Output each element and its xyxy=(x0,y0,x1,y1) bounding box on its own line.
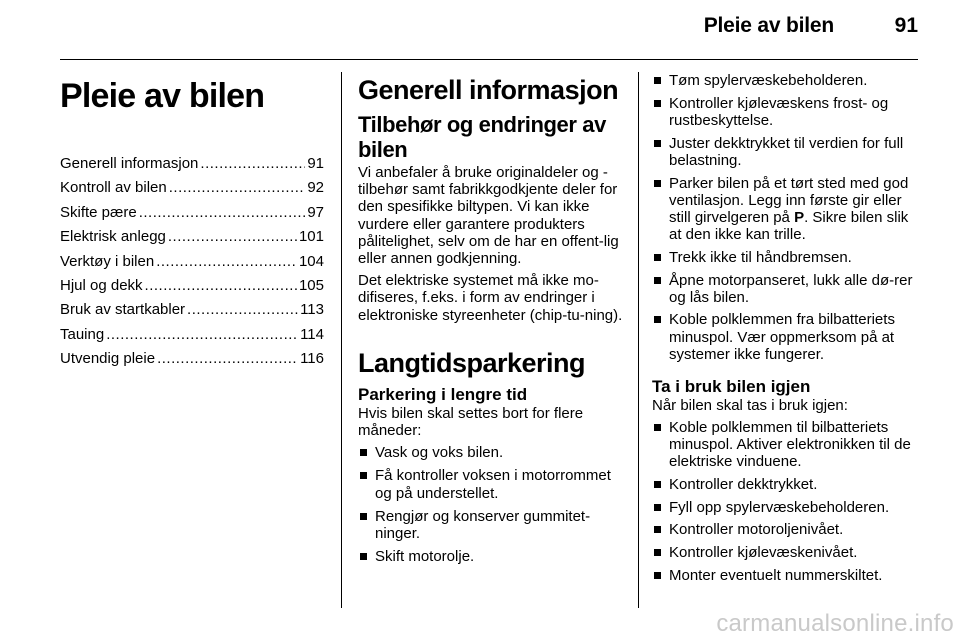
list-item-text: Kontroller kjølevæskenivået. xyxy=(669,543,858,561)
toc-entry[interactable] xyxy=(60,250,324,274)
toc-leader xyxy=(200,152,305,176)
list-item xyxy=(652,499,922,516)
list-item xyxy=(652,72,922,89)
toc-page: 97 xyxy=(307,203,324,221)
subsection-heading-parkering: Parkering i lengre tid xyxy=(358,384,528,404)
bullet-icon xyxy=(654,100,661,107)
bullet-icon xyxy=(654,549,661,556)
bullet-icon xyxy=(654,277,661,284)
list-item-text: Koble polklemmen til bilbatteriets minuspol. Aktiver elektronikken til de elektriske vinduene. xyxy=(669,418,911,471)
toc-label: Utvendig pleie xyxy=(60,350,156,368)
bullet-icon xyxy=(654,140,661,147)
list-item-text: Monter eventuelt nummerskiltet. xyxy=(669,566,883,584)
toc-label: Hjul og dekk xyxy=(60,276,143,294)
gear-position-p: P xyxy=(794,208,805,226)
list-item-text: Koble polklemmen fra bilbatteriets minuspol. Vær oppmerksom på at systemer ikke fungerer. xyxy=(669,311,895,363)
list-item-text-park-before: Parker bilen på et tørt sted med god ventilasjon. Legg inn første gir eller still girvelgeren på xyxy=(669,174,909,226)
list-item-text: Fyll opp spylervæskebeholderen. xyxy=(669,498,890,516)
paragraph-igjen-intro: Når bilen skal tas i bruk igjen: xyxy=(652,396,848,414)
bullet-icon xyxy=(360,472,367,479)
list-item-text: Åpne motorpanseret, lukk alle dø-rer og lås bilen. xyxy=(669,271,913,306)
toc-label: Generell informasjon xyxy=(60,155,199,172)
toc-leader xyxy=(168,225,297,249)
chapter-title: Pleie av bilen xyxy=(60,77,265,115)
list-item-text: Tøm spylervæskebeholderen. xyxy=(669,72,868,89)
toc-label: Bruk av startkabler xyxy=(60,301,186,319)
list-item xyxy=(652,135,922,169)
toc-label: Kontroll av bilen xyxy=(60,179,167,197)
subsection-heading-ta-i-bruk: Ta i bruk bilen igjen xyxy=(652,376,811,396)
toc-entry[interactable] xyxy=(60,347,324,371)
bullet-icon xyxy=(654,316,661,323)
chapter-column xyxy=(60,72,324,372)
page-number: 91 xyxy=(894,14,918,37)
middle-column xyxy=(358,72,624,571)
toc-label: Verktøy i bilen xyxy=(60,252,155,270)
bullet-icon xyxy=(360,513,367,520)
toc-page: 91 xyxy=(307,155,324,172)
toc-page: 113 xyxy=(300,301,324,319)
list-item xyxy=(652,175,922,244)
list-item-text-park-after: . Sikre bilen slik at den ikke kan trille. xyxy=(669,208,909,244)
toc-page: 104 xyxy=(298,252,324,270)
toc-leader xyxy=(169,176,306,200)
toc-entry[interactable] xyxy=(60,323,324,347)
bullet-icon xyxy=(654,504,661,511)
paragraph-intro: Hvis bilen skal settes bort for flere måneder: xyxy=(358,404,584,440)
bullet-icon xyxy=(654,526,661,533)
list-item xyxy=(652,419,922,471)
list-item-text: Rengjør og konserver gummitet-ninger. xyxy=(375,507,591,543)
list-item xyxy=(358,467,624,501)
list-item xyxy=(652,476,922,493)
paragraph-accessories: Vi anbefaler å bruke originaldeler og -tilbehør samt fabrikkgodkjente deler for den spesifikke biltypen. Vi kan ikke vurdere eller garantere produkters pålitelighet, selv om de har en offent-lig eller annen godkjenning. xyxy=(358,164,619,268)
running-header-title: Pleie av bilen xyxy=(703,14,834,37)
toc-page: 101 xyxy=(298,228,324,246)
bullet-icon xyxy=(654,77,661,84)
list-item-text: Vask og voks bilen. xyxy=(375,444,504,462)
list-item-text: Kontroller motoroljenivået. xyxy=(669,521,844,539)
bullet-icon xyxy=(654,481,661,488)
bullet-icon xyxy=(654,180,661,187)
toc-leader xyxy=(139,201,306,225)
toc-page: 116 xyxy=(300,350,324,368)
list-item-text: Juster dekktrykket til verdien for full belastning. xyxy=(669,134,904,169)
bullet-icon xyxy=(654,254,661,261)
right-column xyxy=(652,72,922,589)
column-divider-2 xyxy=(638,72,639,608)
list-item xyxy=(652,95,922,129)
list-item xyxy=(358,548,624,565)
toc-leader xyxy=(145,274,297,298)
list-item xyxy=(652,521,922,538)
header-divider xyxy=(60,59,918,60)
list-item-text: Kontroller dekktrykket. xyxy=(669,475,818,493)
toc-entry[interactable] xyxy=(60,176,324,200)
subsection-heading-accessories: Tilbehør og endringer av bilen xyxy=(358,112,606,162)
table-of-contents xyxy=(60,152,324,372)
section-heading-langtid: Langtidsparkering xyxy=(358,347,586,378)
bullet-list xyxy=(358,444,624,565)
list-item xyxy=(652,544,922,561)
toc-entry[interactable] xyxy=(60,152,324,176)
toc-entry[interactable] xyxy=(60,225,324,249)
bullet-icon xyxy=(360,449,367,456)
toc-label: Skifte pære xyxy=(60,203,137,221)
toc-leader xyxy=(156,250,297,274)
list-item-text: Kontroller kjølevæskens frost- og rustbeskyttelse. xyxy=(669,94,889,129)
bullet-icon xyxy=(360,553,367,560)
bullet-icon xyxy=(654,424,661,431)
bullet-list xyxy=(652,72,922,363)
site-watermark: carmanualsonline.info xyxy=(716,610,954,637)
toc-entry[interactable] xyxy=(60,201,324,225)
paragraph-electrical: Det elektriske systemet må ikke mo-difiseres, f.eks. i form av endringer i elektroniske styreenheter (chip-tu-ning). xyxy=(358,272,623,324)
toc-entry[interactable] xyxy=(60,274,324,298)
toc-leader xyxy=(187,298,298,322)
toc-page: 92 xyxy=(307,179,324,197)
toc-page: 105 xyxy=(298,276,324,294)
list-item xyxy=(652,272,922,306)
toc-label: Tauing xyxy=(60,325,105,343)
toc-leader xyxy=(106,323,298,347)
bullet-icon xyxy=(654,572,661,579)
list-item-text: Trekk ikke til håndbremsen. xyxy=(669,248,852,266)
toc-page: 114 xyxy=(300,325,324,343)
toc-label: Elektrisk anlegg xyxy=(60,228,166,246)
list-item xyxy=(358,508,624,542)
list-item xyxy=(652,311,922,363)
toc-leader xyxy=(157,347,298,371)
section-heading-generell: Generell informasjon xyxy=(358,75,619,105)
list-item xyxy=(652,567,922,584)
bullet-list xyxy=(652,419,922,584)
list-item-text: Skift motorolje. xyxy=(375,548,475,566)
list-item xyxy=(358,444,624,461)
column-divider-1 xyxy=(341,72,342,608)
list-item xyxy=(652,249,922,266)
toc-entry[interactable] xyxy=(60,298,324,322)
list-item-text: Få kontroller voksen i motorrommet og på understellet. xyxy=(375,467,611,502)
